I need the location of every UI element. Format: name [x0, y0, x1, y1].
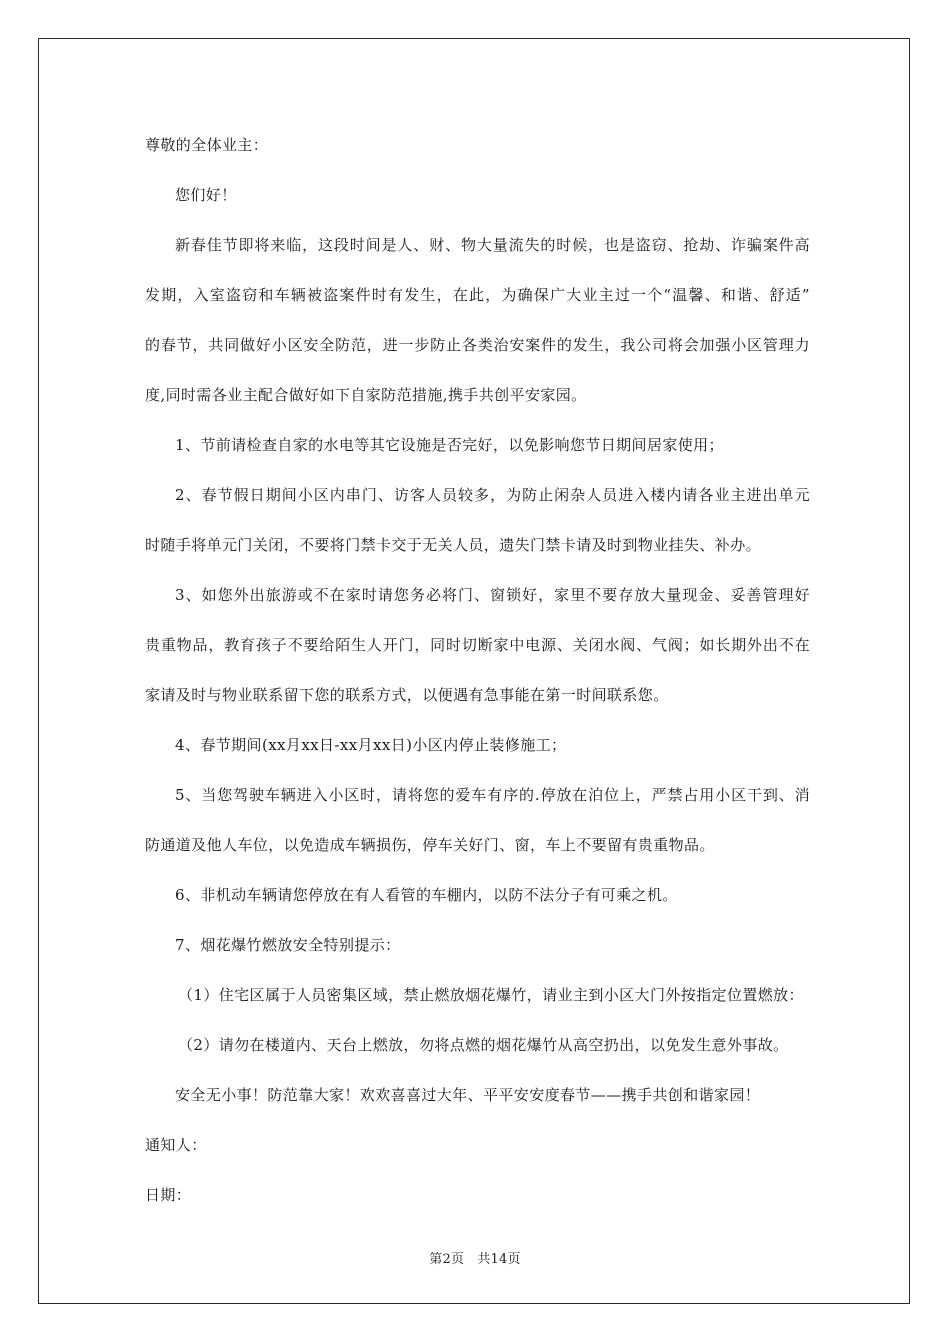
item-3-line-3: 家请及时与物业联系留下您的联系方式，以便遇有急事能在第一时间联系您。: [145, 686, 669, 704]
notifier-label: 通知人：: [145, 1136, 207, 1154]
date-label: 日期：: [145, 1186, 192, 1204]
item-7-sub-1: （1）住宅区属于人员密集区域，禁止燃放烟花爆竹，请业主到小区大门外按指定位置燃放：: [178, 986, 804, 1004]
item-6: 6、非机动车辆请您停放在有人看管的车棚内，以防不法分子有可乘之机。: [175, 886, 678, 904]
item-5-line-2: 防通道及他人车位，以免造成车辆损伤，停车关好门、窗，车上不要留有贵重物品。: [145, 836, 715, 854]
intro-line-1: 新春佳节即将来临，这段时间是人、财、物大量流失的时候，也是盗窃、抢劫、诈骗案件高: [175, 236, 810, 254]
notice-body: [145, 120, 810, 1220]
item-1: 1、节前请检查自家的水电等其它设施是否完好，以免影响您节日期间居家使用；: [175, 436, 724, 454]
item-3-line-2: 贵重物品，教育孩子不要给陌生人开门，同时切断家中电源、关闭水阀、气阀；如长期外出不在: [145, 636, 810, 654]
closing-slogan: 安全无小事！防范靠大家！欢欢喜喜过大年、平平安安度春节——携手共创和谐家园！: [175, 1086, 761, 1104]
item-2-line-2: 时随手将单元门关闭，不要将门禁卡交于无关人员，遗失门禁卡请及时到物业挂失、补办。: [145, 536, 762, 554]
item-2-line-1: 2、春节假日期间小区内串门、访客人员较多，为防止闲杂人员进入楼内请各业主进出单元: [175, 486, 810, 504]
intro-line-4: 度,同时需各业主配合做好如下自家防范措施,携手共创平安家园。: [145, 386, 587, 404]
intro-line-3: 的春节，共同做好小区安全防范，进一步防止各类治安案件的发生，我公司将会加强小区管理力: [145, 336, 810, 354]
item-4: 4、春节期间(xx月xx日-xx月xx日)小区内停止装修施工；: [175, 736, 567, 754]
page-number: 第2页 共14页: [429, 1252, 521, 1267]
item-7-sub-2: （2）请勿在楼道内、天台上燃放，勿将点燃的烟花爆竹从高空扔出，以免发生意外事故。: [178, 1036, 789, 1054]
item-7: 7、烟花爆竹燃放安全特别提示：: [175, 936, 401, 954]
item-5-line-1: 5、当您驾驶车辆进入小区时，请将您的爱车有序的.停放在泊位上，严禁占用小区干到、消: [175, 786, 810, 804]
item-3-line-1: 3、如您外出旅游或不在家时请您务必将门、窗锁好，家里不要存放大量现金、妥善管理好: [175, 586, 810, 604]
salutation: 尊敬的全体业主：: [145, 136, 269, 154]
greeting: 您们好！: [175, 186, 237, 204]
intro-line-2: 发期，入室盗窃和车辆被盗案件时有发生，在此，为确保广大业主过一个“温馨、和谐、舒适”: [145, 286, 810, 304]
